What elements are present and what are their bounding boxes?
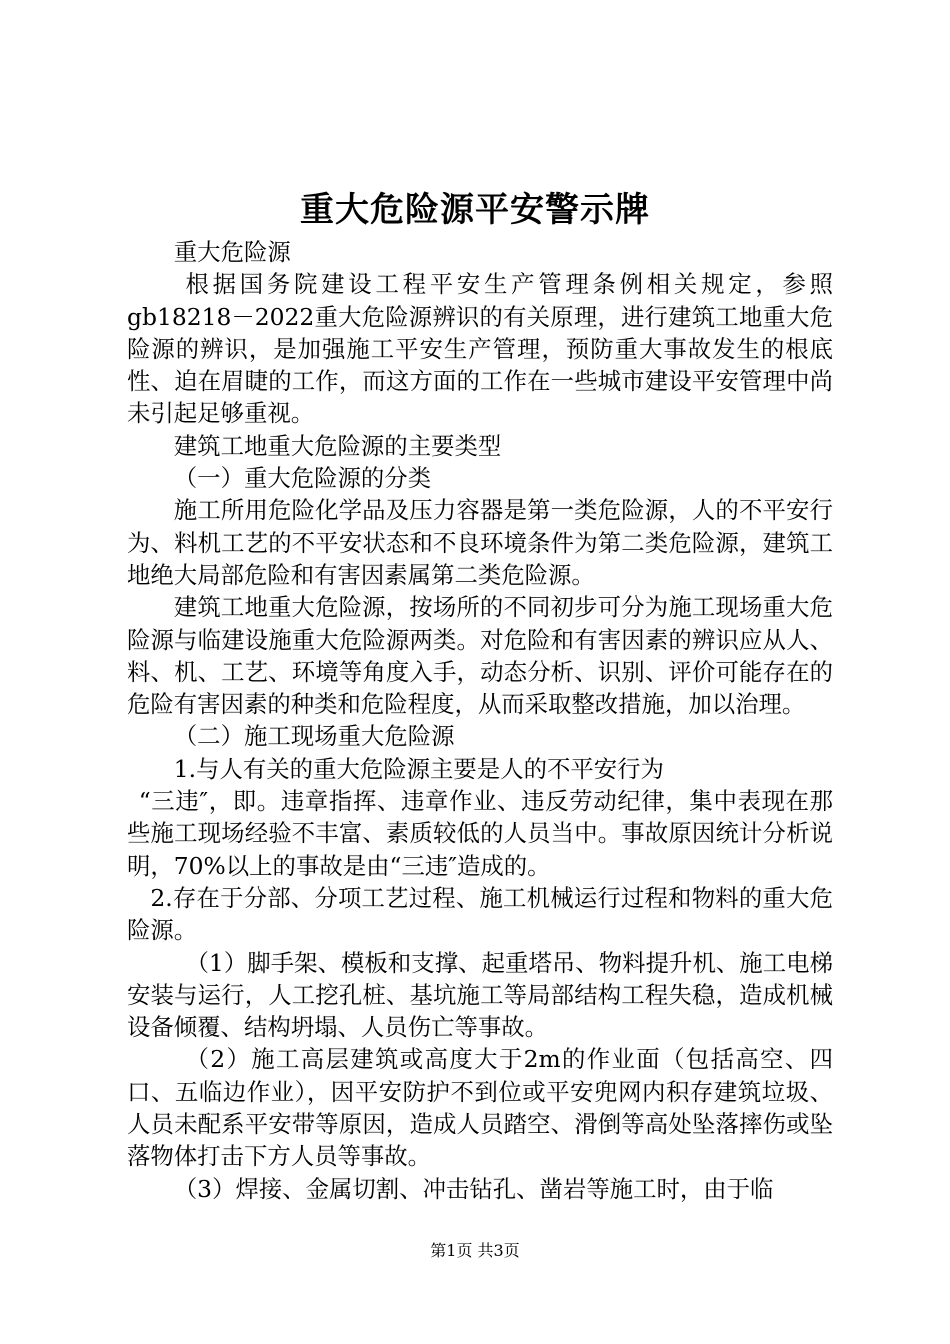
body-paragraph: （2）施工高层建筑或高度大于2m的作业面（包括高空、四口、五临边作业），因平安防护不到位或平安兜网内积存建筑垃圾、人员未配系平安带等原因，造成人员踏空、滑倒等高处坠落摔伤或坠落物体打击下方人员等事故。 <box>127 1045 833 1171</box>
body-paragraph: 根据国务院建设工程平安生产管理条例相关规定，参照gb18218－2022重大危险源辨识的有关原理，进行建筑工地重大危险源的辨识，是加强施工平安生产管理，预防重大事故发生的根底性、迫在眉睫的工作，而这方面的工作在一些城市建设平安管理中尚未引起足够重视。 <box>127 270 833 428</box>
body-paragraph: （1）脚手架、模板和支撑、起重塔吊、物料提升机、施工电梯安装与运行，人工挖孔桩、基坑施工等局部结构工程失稳，造成机械设备倾覆、结构坍塌、人员伤亡等事故。 <box>127 948 833 1042</box>
heading-paragraph: 重大危险源 <box>173 238 291 266</box>
body-paragraph: 2.存在于分部、分项工艺过程、施工机械运行过程和物料的重大危险源。 <box>127 883 833 945</box>
document-body <box>127 236 833 1205</box>
body-paragraph: 1.与人有关的重大危险源主要是人的不平安行为 <box>173 754 664 783</box>
heading-paragraph: （一）重大危险源的分类 <box>173 464 432 493</box>
heading-paragraph: （二）施工现场重大危险源 <box>173 722 455 751</box>
page-footer: 第1页 共3页 <box>430 1241 520 1260</box>
document-title: 重大危险源平安警示牌 <box>300 190 650 230</box>
body-paragraph: （3）焊接、金属切割、冲击钻孔、凿岩等施工时，由于临 <box>173 1174 774 1203</box>
body-paragraph: 施工所用危险化学品及压力容器是第一类危险源，人的不平安行为、料机工艺的不平安状态和不良环境条件为第二类危险源，建筑工地绝大局部危险和有害因素属第二类危险源。 <box>127 496 833 589</box>
body-paragraph: “三违″，即。违章指挥、违章作业、违反劳动纪律，集中表现在那些施工现场经验不丰富、素质较低的人员当中。事故原因统计分析说明，70%以上的事故是由“三违″造成的。 <box>127 787 833 880</box>
body-paragraph: 建筑工地重大危险源，按场所的不同初步可分为施工现场重大危险源与临建设施重大危险源两类。对危险和有害因素的辨识应从人、料、机、工艺、环境等角度入手，动态分析、识别、评价可能存在的危险有害因素的种类和危险程度，从而采取整改措施，加以治理。 <box>127 593 833 719</box>
heading-paragraph: 建筑工地重大危险源的主要类型 <box>173 431 502 460</box>
